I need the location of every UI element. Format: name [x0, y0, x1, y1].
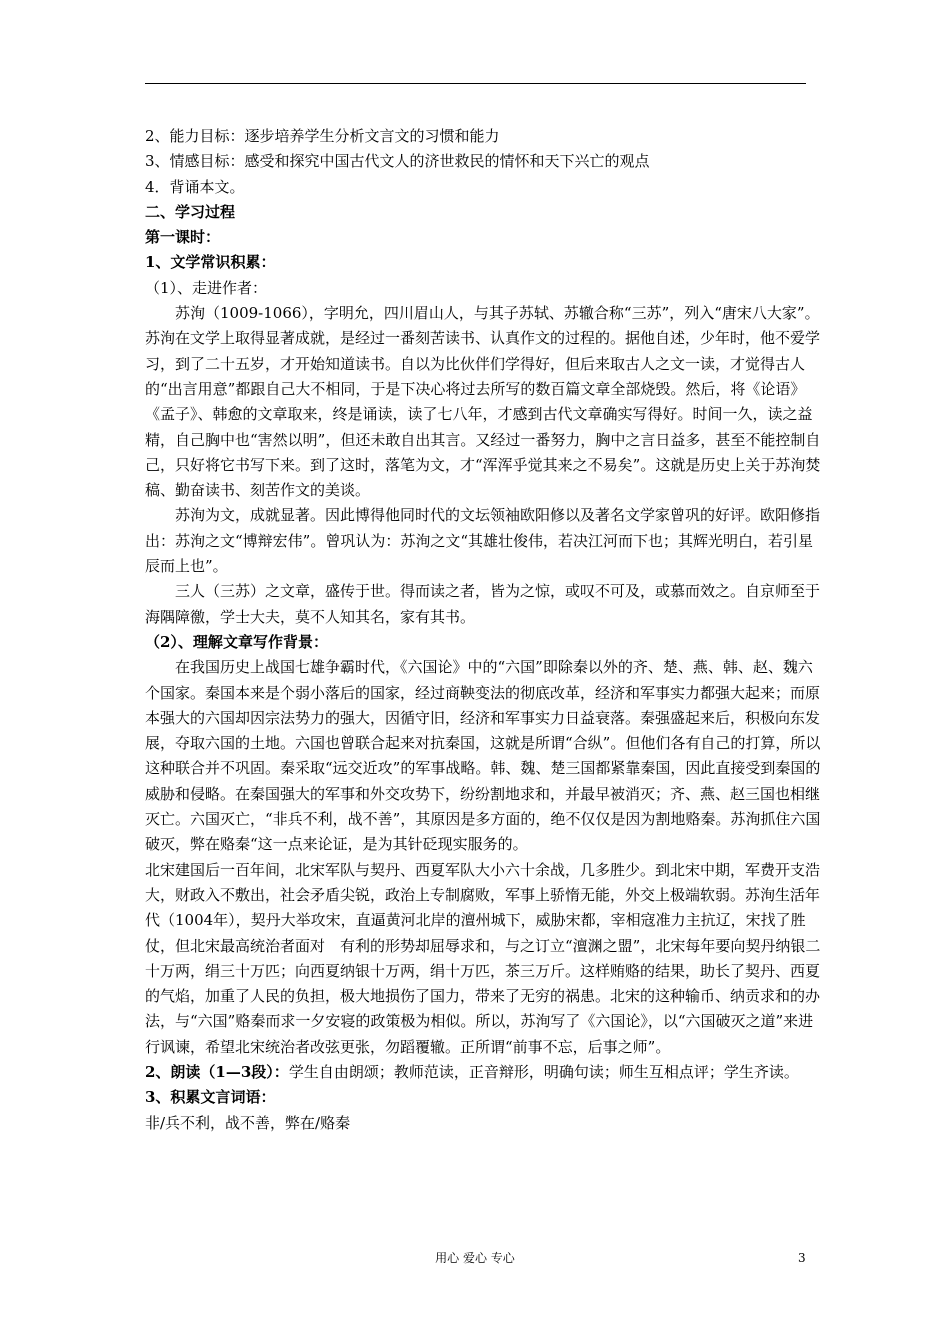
emotion-goal: 3、情感目标：感受和探究中国古代文人的济世救民的情怀和天下兴亡的观点: [145, 152, 650, 171]
reading-heading: 2、朗读（1—3段）：: [145, 1062, 289, 1081]
ability-goal: 2、能力目标：逐步培养学生分析文言文的习惯和能力: [145, 127, 500, 145]
vocabulary-heading: 3、积累文言词语：: [145, 1088, 276, 1107]
northern-song-paragraph: 北宋建国后一百年间，北宋军队与契丹、西夏军队大小六十余战，几多胜少。到北宋中期，军费开支浩大，财政入不敷出，社会矛盾尖锐，政治上专制腐败，军事上骄惰无能，外交上极端软弱。苏洵生活年代（1004年），契丹大举攻宋，直逼黄河北岸的澶州城下，威胁宋都，宰相寇准力主抗辽，宋找了胜仗，但北宋最高统治者面对 有利的形势却屈辱求和，与之订立“澶渊之盟”，北宋每年要向契丹纳银二十万两，绢三十万匹；向西夏纳银十万两，绢十万匹，茶三万斤。这样贿赂的结果，助长了契丹、西夏的气焰，加重了人民的负担，极大地损伤了国力，带来了无穷的祸患。北宋的这种输币、纳贡求和的办法，与“六国”赂秦而求一夕安寝的政策极为相似。所以，苏洵写了《六国论》，以“六国破灭之道”来进行讽谏，希望北宋统治者改弦更张，勿蹈覆辙。正所谓“前事不忘，后事之师”。: [145, 860, 821, 1056]
page-number: 3: [798, 1251, 806, 1265]
background-subheading: （2）、理解文章写作背景：: [145, 632, 328, 651]
header-rule: [145, 83, 806, 84]
author-subheading: （1）、走进作者：: [145, 278, 268, 297]
recite-goal: 4．背诵本文。: [145, 177, 245, 196]
reading-text: 学生自由朗颂；教师范读，正音辩形，明确句读；师生互相点评；学生齐读。: [288, 1062, 799, 1081]
three-su-paragraph: 三人（三苏）之文章，盛传于世。得而读之者，皆为之惊，或叹不可及，或慕而效之。自京师至于海隅障徼，学士大夫，莫不人知其名，家有其书。: [145, 582, 821, 626]
warring-states-paragraph: 在我国历史上战国七雄争霸时代，《六国论》中的“六国”即除秦以外的齐、楚、燕、韩、赵、魏六个国家。秦国本来是个弱小落后的国家，经过商鞅变法的彻底改革，经济和军事实力都强大起来；而原本强大的六国却因宗法势力的强大，因循守旧，经济和军事实力日益衰落。秦强盛起来后，积极向东发展，夺取六国的土地。六国也曾联合起来对抗秦国，这就是所谓“合纵”。但他们各有自己的打算，所以这种联合并不巩固。秦采取“远交近攻”的军事战略。韩、魏、楚三国都紧靠秦国，因此直接受到秦国的威胁和侵略。在秦国强大的军事和外交攻势下，纷纷割地求和，并最早被消灭；齐、燕、赵三国也相继灭亡。六国灭亡，“非兵不利，战不善”，其原因是多方面的，绝不仅仅是因为割地赂秦。苏洵抓住六国破灭，弊在赂秦“这一点来论证，是为其针砭现实服务的。: [145, 658, 821, 854]
reading-line: [145, 1060, 821, 1085]
document-body: [145, 124, 821, 1136]
section-heading: 二、学习过程: [145, 202, 236, 221]
footer-motto: 用心 爱心 专心: [435, 1251, 515, 1265]
lesson-heading: 第一课时：: [145, 228, 221, 247]
author-intro-paragraph: 苏洵（1009-1066），字明允，四川眉山人，与其子苏轼、苏辙合称“三苏”，列入“唐宋八大家”。: [175, 304, 820, 323]
author-study-paragraph: 苏洵在文学上取得显著成就，是经过一番刻苦读书、认真作文的过程的。据他自述，少年时，他不爱学习，到了二十五岁，才开始知道读书。自以为比伙伴们学得好，但后来取古人之文一读，才觉得古人的“出言用意”都跟自己大不相同，于是下决心将过去所写的数百篇文章全部烧毁。然后，将《论语》《孟子》、韩愈的文章取来，终是诵读，读了七八年，才感到古代文章确实写得好。时间一久，读之益精，自己胸中也“害然以明”，但还未敢自出其言。又经过一番努力，胸中之言日益多，甚至不能控制自己，只好将它书写下来。到了这时，落笔为文，才“浑浑乎觉其来之不易矣”。这就是历史上关于苏洵焚稿、勤奋读书、刻苦作文的美谈。: [145, 329, 821, 500]
literature-heading: 1、文学常识积累：: [145, 253, 276, 272]
vocabulary-example: 非/兵不利，战不善，弊在/赂秦: [145, 1113, 351, 1132]
author-praise-paragraph: 苏洵为文，成就显著。因此博得他同时代的文坛领袖欧阳修以及著名文学家曾巩的好评。欧阳修指出：苏洵之文“博辩宏伟”。曾巩认为：苏洵之文“其雄壮俊伟，若决江河而下也；其辉光明白，若引星辰而上也”。: [145, 506, 821, 576]
